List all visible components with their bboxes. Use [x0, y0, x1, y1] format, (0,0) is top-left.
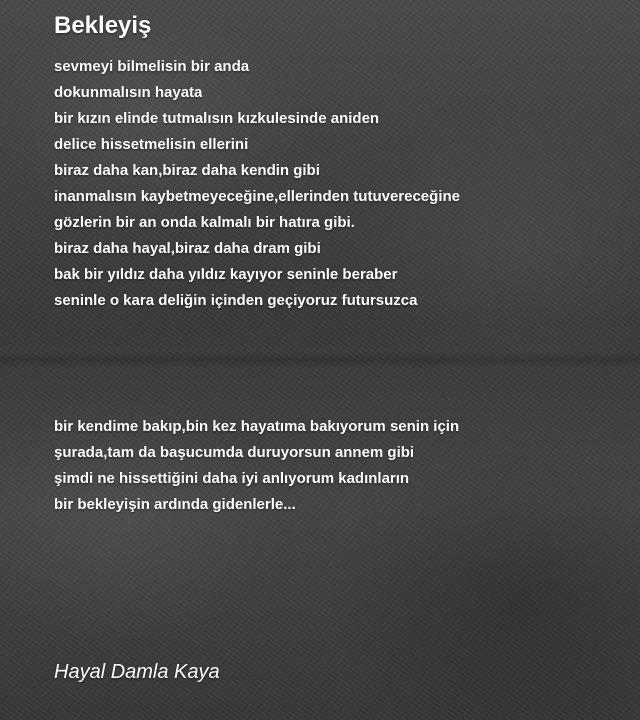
poem-line: delice hissetmelisin ellerini	[54, 136, 249, 153]
poem-line: gözlerin bir an onda kalmalı bir hatıra gibi.	[54, 214, 355, 231]
poem-line: sevmeyi bilmelisin bir anda	[54, 58, 250, 75]
poem-stanza-1	[54, 54, 460, 314]
poem-line: şurada,tam da başucumda duruyorsun annem gibi	[54, 444, 415, 461]
poem-author: Hayal Damla Kaya	[54, 661, 220, 683]
poem-line: bir kendime bakıp,bin kez hayatıma bakıyorum senin için	[54, 418, 460, 435]
poem-line: biraz daha hayal,biraz daha dram gibi	[54, 240, 321, 257]
poem-line: inanmalısın kaybetmeyeceğine,ellerinden tutuvereceğine	[54, 188, 460, 205]
poem-line: bir bekleyişin ardında gidenlerle...	[54, 496, 296, 513]
poem-line: dokunmalısın hayata	[54, 84, 203, 101]
poem-title: Bekleyiş	[54, 12, 152, 39]
poem-line: bak bir yıldız daha yıldız kayıyor seninle beraber	[54, 266, 398, 283]
poem-line: bir kızın elinde tutmalısın kızkulesinde aniden	[54, 110, 380, 127]
poem-line: şimdi ne hissettiğini daha iyi anlıyorum kadınların	[54, 470, 410, 487]
poem-stanza-2	[54, 414, 459, 518]
poem-line: biraz daha kan,biraz daha kendin gibi	[54, 162, 320, 179]
poem-line: seninle o kara deliğin içinden geçiyoruz futursuzca	[54, 292, 418, 309]
background-divider-band	[0, 352, 640, 368]
